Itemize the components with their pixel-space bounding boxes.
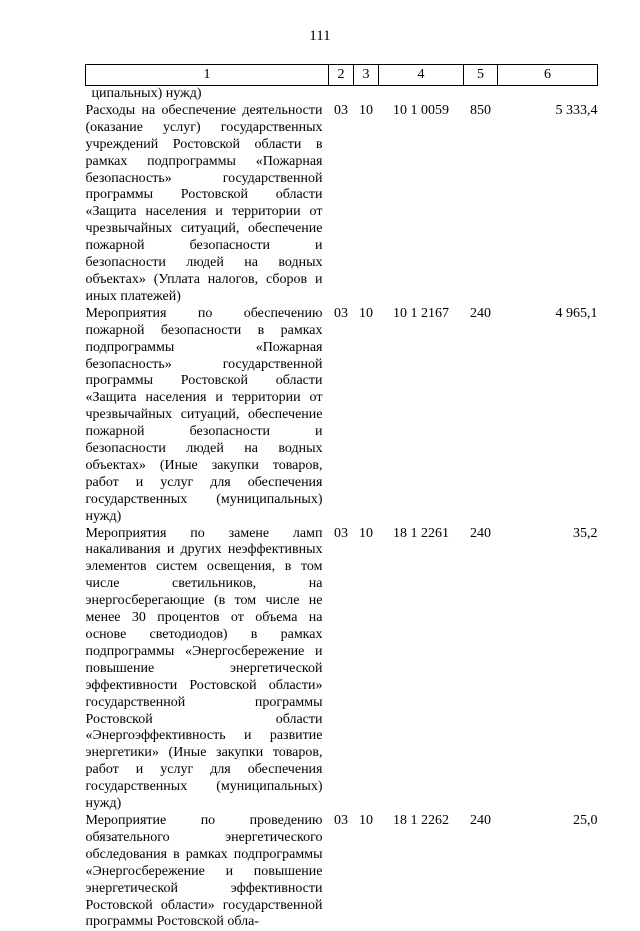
table-header: [86, 65, 598, 86]
header-col-4: 4: [379, 65, 464, 86]
header-col-6: 6: [498, 65, 598, 86]
row-amount: 35,2: [573, 525, 598, 541]
row-description: Мероприятие по проведению обязательного энергетического обследования в рамках подпрограммы «Энергосбережение и повышение энергетической эффективности Ростовской области» государственной программы Ростовской обла-: [85, 812, 323, 930]
row-description: Мероприятия по обеспечению пожарной безопасности в рамках подпрограммы «Пожарная безопасность» государственной программы Ростовской области «Защита населения и территории от чрезвычайных ситуаций, обеспечение пожарной безопасности и безопасности людей на водных объектах» (Иные закупки товаров, работ и услуг для обеспечения государственных (муниципальных) нужд): [85, 305, 323, 524]
row-razdel: 03: [334, 525, 348, 541]
row-podrazdel: 10: [359, 102, 373, 118]
header-col-1: 1: [86, 65, 329, 86]
continuation-text: ципальных) нужд): [91, 86, 202, 101]
header-col-2: 2: [329, 65, 354, 86]
row-description: Мероприятия по замене ламп накаливания и других неэффективных элементов систем освещения, в том числе светильников, на энергосберегающие (в том числе не менее 30 процентов от объема на основе светодиодов) в рамках подпрограммы «Энергосбережение и повышение энергетической эффективности Ростовской области» государственной программы Ростовской области «Энергоэффективность и развитие энергетики» (Иные закупки товаров, работ и услуг для обеспечения государственных (муниципальных) нужд): [85, 525, 323, 812]
row-razdel: 03: [334, 305, 348, 321]
row-target-code: 18 1 2262: [393, 812, 449, 828]
budget-table: [85, 64, 598, 931]
row-podrazdel: 10: [359, 812, 373, 828]
table-row: [86, 526, 598, 813]
row-razdel: 03: [334, 812, 348, 828]
row-target-code: 10 1 2167: [393, 305, 449, 321]
row-expense-type: 240: [470, 525, 491, 541]
continuation-row: [86, 86, 598, 103]
row-description: Расходы на обеспечение деятельности (оказание услуг) государственных учреждений Ростовской области в рамках подпрограммы «Пожарная безопасность» государственной программы Ростовской области «Защита населения и территории от чрезвычайных ситуаций, обеспечение пожарной безопасности и безопасности людей на водных объектах» (Уплата налогов, сборов и иных платежей): [85, 102, 323, 304]
row-amount: 4 965,1: [555, 305, 598, 321]
row-expense-type: 240: [470, 305, 491, 321]
table-row: [86, 813, 598, 931]
table-row: [86, 103, 598, 306]
table-row: [86, 306, 598, 526]
row-expense-type: 240: [470, 812, 491, 828]
row-expense-type: 850: [470, 102, 491, 118]
row-podrazdel: 10: [359, 525, 373, 541]
page-number: 111: [309, 28, 331, 44]
row-target-code: 18 1 2261: [393, 525, 449, 541]
row-target-code: 10 1 0059: [393, 102, 449, 118]
row-amount: 25,0: [573, 812, 598, 828]
header-col-3: 3: [354, 65, 379, 86]
row-razdel: 03: [334, 102, 348, 118]
row-amount: 5 333,4: [555, 102, 598, 118]
row-podrazdel: 10: [359, 305, 373, 321]
header-col-5: 5: [464, 65, 498, 86]
